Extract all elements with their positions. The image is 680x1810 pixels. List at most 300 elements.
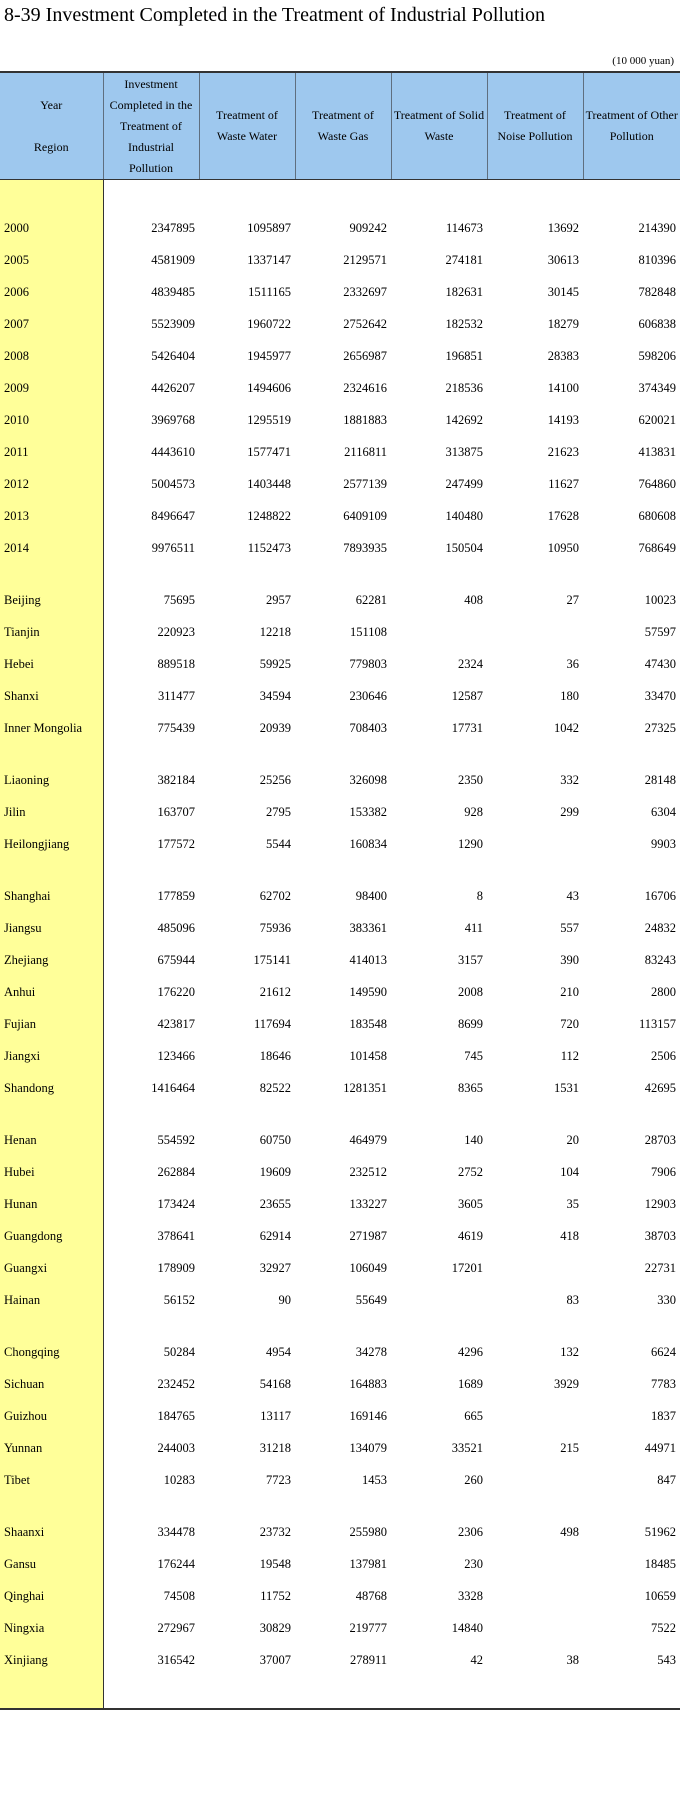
waste-gas-cell: 326098 [349, 772, 387, 787]
spacer-cell [103, 1676, 199, 1709]
noise-cell [487, 1464, 583, 1496]
noise-cell: 215 [560, 1440, 579, 1455]
other-cell: 10659 [644, 1588, 676, 1603]
table-row [0, 532, 680, 564]
row-label: Hainan [0, 1284, 103, 1316]
other-cell: 764860 [638, 476, 676, 491]
spacer-cell [391, 744, 487, 764]
solid-waste-cell: 8699 [458, 1016, 483, 1031]
solid-waste-cell: 150504 [445, 540, 483, 555]
other-cell: 782848 [638, 284, 676, 299]
other-cell: 374349 [638, 380, 676, 395]
table-row [0, 1580, 680, 1612]
spacer-cell [295, 1496, 391, 1516]
spacer-cell [199, 180, 295, 213]
other-cell: 18485 [644, 1556, 676, 1571]
table-row [0, 468, 680, 500]
waste-gas-cell: 133227 [349, 1196, 387, 1211]
waste-water-cell: 2795 [266, 804, 291, 819]
spacer-cell [103, 1316, 199, 1336]
noise-cell [487, 1252, 583, 1284]
total-cell: 554592 [157, 1132, 195, 1147]
solid-waste-cell: 1290 [458, 836, 483, 851]
waste-water-cell: 5544 [266, 836, 291, 851]
noise-cell: 30613 [547, 252, 579, 267]
solid-waste-cell: 230 [464, 1556, 483, 1571]
noise-cell: 104 [560, 1164, 579, 1179]
unit-note: (10 000 yuan) [612, 55, 674, 67]
total-cell: 4839485 [151, 284, 195, 299]
other-cell: 10023 [644, 592, 676, 607]
header-waste-water: Treatment of Waste Water [199, 72, 295, 180]
waste-gas-cell: 2577139 [343, 476, 387, 491]
waste-water-cell: 1511165 [248, 284, 291, 299]
total-cell: 220923 [157, 624, 195, 639]
table-row [0, 944, 680, 976]
solid-waste-cell: 2306 [458, 1524, 483, 1539]
table-row [0, 584, 680, 616]
other-cell: 620021 [638, 412, 676, 427]
table-row [0, 1516, 680, 1548]
total-cell: 311477 [157, 688, 195, 703]
total-cell: 5004573 [151, 476, 195, 491]
table-row [0, 1188, 680, 1220]
waste-water-cell: 32927 [259, 1260, 291, 1275]
other-cell: 7522 [651, 1620, 676, 1635]
waste-water-cell: 59925 [259, 656, 291, 671]
noise-cell: 418 [560, 1228, 579, 1243]
other-cell: 27325 [644, 720, 676, 735]
waste-water-cell: 30829 [259, 1620, 291, 1635]
row-label: 2005 [0, 244, 103, 276]
total-cell: 775439 [157, 720, 195, 735]
waste-gas-cell: 62281 [355, 592, 387, 607]
table-row [0, 244, 680, 276]
other-cell: 47430 [644, 656, 676, 671]
waste-gas-cell: 2332697 [343, 284, 387, 299]
table-row [0, 308, 680, 340]
row-label: 2010 [0, 404, 103, 436]
waste-water-cell: 117694 [253, 1016, 291, 1031]
waste-gas-cell: 909242 [349, 220, 387, 235]
other-cell: 413831 [638, 444, 676, 459]
table-row [0, 764, 680, 796]
row-label: Xinjiang [0, 1644, 103, 1676]
solid-waste-cell: 8365 [458, 1080, 483, 1095]
label-column-spacer [0, 564, 103, 584]
table-row [0, 1400, 680, 1432]
waste-water-cell: 31218 [259, 1440, 291, 1455]
spacer-cell [103, 860, 199, 880]
row-label: 2014 [0, 532, 103, 564]
noise-cell: 11627 [548, 476, 579, 491]
row-label: Shaanxi [0, 1516, 103, 1548]
waste-gas-cell: 101458 [349, 1048, 387, 1063]
solid-waste-cell: 274181 [445, 252, 483, 267]
table-row [0, 1252, 680, 1284]
solid-waste-cell: 140 [464, 1132, 483, 1147]
other-cell: 24832 [644, 920, 676, 935]
table-row [0, 404, 680, 436]
row-label: Jilin [0, 796, 103, 828]
total-cell: 75695 [163, 592, 195, 607]
noise-cell: 38 [566, 1652, 579, 1667]
header-year-region [0, 72, 103, 180]
waste-water-cell: 1295519 [247, 412, 291, 427]
waste-gas-cell: 48768 [355, 1588, 387, 1603]
table-row [0, 340, 680, 372]
solid-waste-cell: 8 [476, 888, 483, 903]
other-cell: 113157 [638, 1016, 676, 1031]
other-cell: 12903 [644, 1196, 676, 1211]
other-cell: 9903 [651, 836, 676, 851]
solid-waste-cell: 114673 [445, 220, 483, 235]
group-spacer [0, 180, 680, 213]
row-label: Beijing [0, 584, 103, 616]
spacer-cell [583, 1676, 680, 1709]
row-label: 2012 [0, 468, 103, 500]
solid-waste-cell: 1689 [458, 1376, 483, 1391]
group-spacer [0, 564, 680, 584]
waste-water-cell: 54168 [259, 1376, 291, 1391]
waste-water-cell: 82522 [259, 1080, 291, 1095]
other-cell: 7783 [651, 1376, 676, 1391]
spacer-cell [295, 744, 391, 764]
solid-waste-cell: 17201 [451, 1260, 483, 1275]
waste-water-cell: 1095897 [247, 220, 291, 235]
solid-waste-cell: 411 [464, 920, 483, 935]
other-cell: 6304 [651, 804, 676, 819]
spacer-cell [391, 1496, 487, 1516]
label-column-spacer [0, 860, 103, 880]
waste-gas-cell: 98400 [355, 888, 387, 903]
spacer-cell [103, 1104, 199, 1124]
row-label: Fujian [0, 1008, 103, 1040]
waste-gas-cell: 779803 [349, 656, 387, 671]
waste-gas-cell: 230646 [349, 688, 387, 703]
table-row [0, 976, 680, 1008]
table-row [0, 880, 680, 912]
spacer-cell [487, 1496, 583, 1516]
noise-cell: 180 [560, 688, 579, 703]
spacer-cell [583, 1496, 680, 1516]
spacer-cell [391, 1676, 487, 1709]
other-cell: 83243 [644, 952, 676, 967]
waste-water-cell: 23732 [259, 1524, 291, 1539]
total-cell: 163707 [157, 804, 195, 819]
solid-waste-cell: 17731 [451, 720, 483, 735]
waste-water-cell: 37007 [259, 1652, 291, 1667]
total-cell: 4426207 [151, 380, 195, 395]
noise-cell: 498 [560, 1524, 579, 1539]
spacer-cell [199, 1496, 295, 1516]
row-label: Guizhou [0, 1400, 103, 1432]
total-cell: 2347895 [151, 220, 195, 235]
noise-cell [487, 828, 583, 860]
noise-cell: 14100 [547, 380, 579, 395]
row-label: Jiangsu [0, 912, 103, 944]
waste-water-cell: 13117 [260, 1408, 291, 1423]
waste-gas-cell: 232512 [349, 1164, 387, 1179]
header-total-investment: Investment Completed in the Treatment of Industrial Pollution [103, 72, 199, 180]
spacer-cell [583, 860, 680, 880]
waste-water-cell: 175141 [253, 952, 291, 967]
waste-gas-cell: 137981 [349, 1556, 387, 1571]
row-label: Inner Mongolia [0, 712, 103, 744]
waste-water-cell: 25256 [259, 772, 291, 787]
waste-water-cell: 18646 [259, 1048, 291, 1063]
solid-waste-cell: 2752 [458, 1164, 483, 1179]
label-column-spacer [0, 1676, 103, 1709]
waste-water-cell: 20939 [259, 720, 291, 735]
other-cell: 44971 [644, 1440, 676, 1455]
waste-gas-cell: 106049 [349, 1260, 387, 1275]
row-label: 2009 [0, 372, 103, 404]
waste-gas-cell: 219777 [349, 1620, 387, 1635]
waste-water-cell: 62702 [259, 888, 291, 903]
total-cell: 176244 [157, 1556, 195, 1571]
spacer-cell [199, 860, 295, 880]
row-label: Zhejiang [0, 944, 103, 976]
row-label: Liaoning [0, 764, 103, 796]
solid-waste-cell: 4296 [458, 1344, 483, 1359]
header-other-pollution: Treatment of Other Pollution [583, 72, 680, 180]
noise-cell: 132 [560, 1344, 579, 1359]
row-label: Hebei [0, 648, 103, 680]
data-table-container [0, 71, 680, 1710]
total-cell: 9976511 [151, 540, 195, 555]
label-column-spacer [0, 1316, 103, 1336]
table-row [0, 1432, 680, 1464]
solid-waste-cell: 12587 [451, 688, 483, 703]
spacer-cell [487, 564, 583, 584]
waste-gas-cell: 164883 [349, 1376, 387, 1391]
spacer-cell [583, 744, 680, 764]
noise-cell: 210 [560, 984, 579, 999]
waste-water-cell: 19548 [259, 1556, 291, 1571]
other-cell: 543 [657, 1652, 676, 1667]
total-cell: 262884 [157, 1164, 195, 1179]
label-column-spacer [0, 1496, 103, 1516]
other-cell: 42695 [644, 1080, 676, 1095]
row-label: Chongqing [0, 1336, 103, 1368]
noise-cell [487, 1580, 583, 1612]
other-cell: 16706 [644, 888, 676, 903]
solid-waste-cell: 14840 [451, 1620, 483, 1635]
waste-gas-cell: 2129571 [343, 252, 387, 267]
spacer-cell [583, 1104, 680, 1124]
solid-waste-cell: 4619 [458, 1228, 483, 1243]
row-label: Anhui [0, 976, 103, 1008]
table-row [0, 1008, 680, 1040]
row-label: Shanghai [0, 880, 103, 912]
noise-cell: 13692 [547, 220, 579, 235]
other-cell: 57597 [644, 624, 676, 639]
waste-gas-cell: 169146 [349, 1408, 387, 1423]
noise-cell: 43 [566, 888, 579, 903]
solid-waste-cell: 313875 [445, 444, 483, 459]
label-column-spacer [0, 180, 103, 213]
row-label: 2013 [0, 500, 103, 532]
total-cell: 382184 [157, 772, 195, 787]
total-cell: 5426404 [151, 348, 195, 363]
noise-cell: 35 [566, 1196, 579, 1211]
noise-cell [487, 1548, 583, 1580]
spacer-cell [295, 860, 391, 880]
solid-waste-cell [391, 1284, 487, 1316]
table-row [0, 1156, 680, 1188]
noise-cell: 720 [560, 1016, 579, 1031]
waste-water-cell: 1152473 [247, 540, 291, 555]
total-cell: 56152 [163, 1292, 195, 1307]
noise-cell: 17628 [547, 508, 579, 523]
solid-waste-cell: 260 [464, 1472, 483, 1487]
waste-gas-cell: 1453 [362, 1472, 387, 1487]
total-cell: 177859 [157, 888, 195, 903]
spacer-cell [391, 180, 487, 213]
solid-waste-cell: 3157 [458, 952, 483, 967]
spacer-cell [487, 744, 583, 764]
total-cell: 178909 [157, 1260, 195, 1275]
noise-cell [487, 1612, 583, 1644]
noise-cell: 112 [560, 1048, 579, 1063]
other-cell: 28148 [644, 772, 676, 787]
table-row [0, 828, 680, 860]
table-row [0, 680, 680, 712]
table-row [0, 372, 680, 404]
spacer-cell [391, 1316, 487, 1336]
total-cell: 316542 [157, 1652, 195, 1667]
table-row [0, 436, 680, 468]
waste-gas-cell: 1881883 [343, 412, 387, 427]
waste-gas-cell: 278911 [349, 1652, 387, 1667]
waste-gas-cell: 271987 [349, 1228, 387, 1243]
other-cell: 33470 [644, 688, 676, 703]
noise-cell: 20 [566, 1132, 579, 1147]
table-row [0, 1124, 680, 1156]
spacer-cell [199, 1316, 295, 1336]
waste-gas-cell: 2752642 [343, 316, 387, 331]
noise-cell: 18279 [547, 316, 579, 331]
noise-cell: 1531 [554, 1080, 579, 1095]
noise-cell: 1042 [554, 720, 579, 735]
other-cell: 330 [657, 1292, 676, 1307]
spacer-cell [103, 1496, 199, 1516]
spacer-cell [487, 1316, 583, 1336]
waste-gas-cell: 151108 [349, 624, 387, 639]
noise-cell: 14193 [547, 412, 579, 427]
table-row [0, 1336, 680, 1368]
waste-water-cell: 23655 [259, 1196, 291, 1211]
other-cell: 1837 [651, 1408, 676, 1423]
table-row [0, 1072, 680, 1104]
group-spacer [0, 860, 680, 880]
spacer-cell [583, 564, 680, 584]
row-label: Hubei [0, 1156, 103, 1188]
waste-gas-cell: 149590 [349, 984, 387, 999]
total-cell: 423817 [157, 1016, 195, 1031]
total-cell: 1416464 [151, 1080, 195, 1095]
solid-waste-cell: 2008 [458, 984, 483, 999]
solid-waste-cell: 142692 [445, 412, 483, 427]
row-label: Heilongjiang [0, 828, 103, 860]
spacer-cell [295, 1104, 391, 1124]
total-cell: 74508 [163, 1588, 195, 1603]
waste-water-cell: 19609 [259, 1164, 291, 1179]
waste-water-cell: 62914 [259, 1228, 291, 1243]
spacer-cell [391, 564, 487, 584]
table-row [0, 1040, 680, 1072]
header-solid-waste: Treatment of Solid Waste [391, 72, 487, 180]
waste-gas-cell: 464979 [349, 1132, 387, 1147]
noise-cell: 390 [560, 952, 579, 967]
row-label: Henan [0, 1124, 103, 1156]
total-cell: 232452 [157, 1376, 195, 1391]
other-cell: 38703 [644, 1228, 676, 1243]
noise-cell: 3929 [554, 1376, 579, 1391]
total-cell: 889518 [157, 656, 195, 671]
other-cell: 606838 [638, 316, 676, 331]
solid-waste-cell: 218536 [445, 380, 483, 395]
waste-water-cell: 12218 [259, 624, 291, 639]
spacer-cell [391, 860, 487, 880]
waste-water-cell: 7723 [266, 1472, 291, 1487]
table-body [0, 180, 680, 1710]
row-label: Qinghai [0, 1580, 103, 1612]
table-row [0, 1368, 680, 1400]
spacer-cell [583, 180, 680, 213]
solid-waste-cell: 33521 [451, 1440, 483, 1455]
waste-gas-cell: 255980 [349, 1524, 387, 1539]
spacer-cell [295, 1676, 391, 1709]
spacer-cell [295, 180, 391, 213]
row-label: 2006 [0, 276, 103, 308]
row-label: Hunan [0, 1188, 103, 1220]
waste-gas-cell: 2656987 [343, 348, 387, 363]
table-row [0, 648, 680, 680]
table-row [0, 212, 680, 244]
table-row [0, 796, 680, 828]
other-cell: 2800 [651, 984, 676, 999]
total-cell: 485096 [157, 920, 195, 935]
row-label: Tibet [0, 1464, 103, 1496]
table-row [0, 1644, 680, 1676]
table-row [0, 1284, 680, 1316]
waste-water-cell: 1337147 [247, 252, 291, 267]
solid-waste-cell: 2350 [458, 772, 483, 787]
other-cell: 847 [657, 1472, 676, 1487]
row-label: 2000 [0, 212, 103, 244]
total-cell: 4443610 [151, 444, 195, 459]
noise-cell: 30145 [547, 284, 579, 299]
header-region: Region [33, 140, 69, 154]
spacer-cell [199, 1676, 295, 1709]
total-cell: 378641 [157, 1228, 195, 1243]
row-label: Tianjin [0, 616, 103, 648]
total-cell: 50284 [163, 1344, 195, 1359]
other-cell: 2506 [651, 1048, 676, 1063]
noise-cell: 83 [566, 1292, 579, 1307]
row-label: Guangdong [0, 1220, 103, 1252]
waste-water-cell: 1945977 [247, 348, 291, 363]
row-label: Yunnan [0, 1432, 103, 1464]
label-column-spacer [0, 744, 103, 764]
waste-gas-cell: 34278 [355, 1344, 387, 1359]
total-cell: 3969768 [151, 412, 195, 427]
other-cell: 22731 [644, 1260, 676, 1275]
spacer-cell [487, 1676, 583, 1709]
solid-waste-cell: 745 [464, 1048, 483, 1063]
